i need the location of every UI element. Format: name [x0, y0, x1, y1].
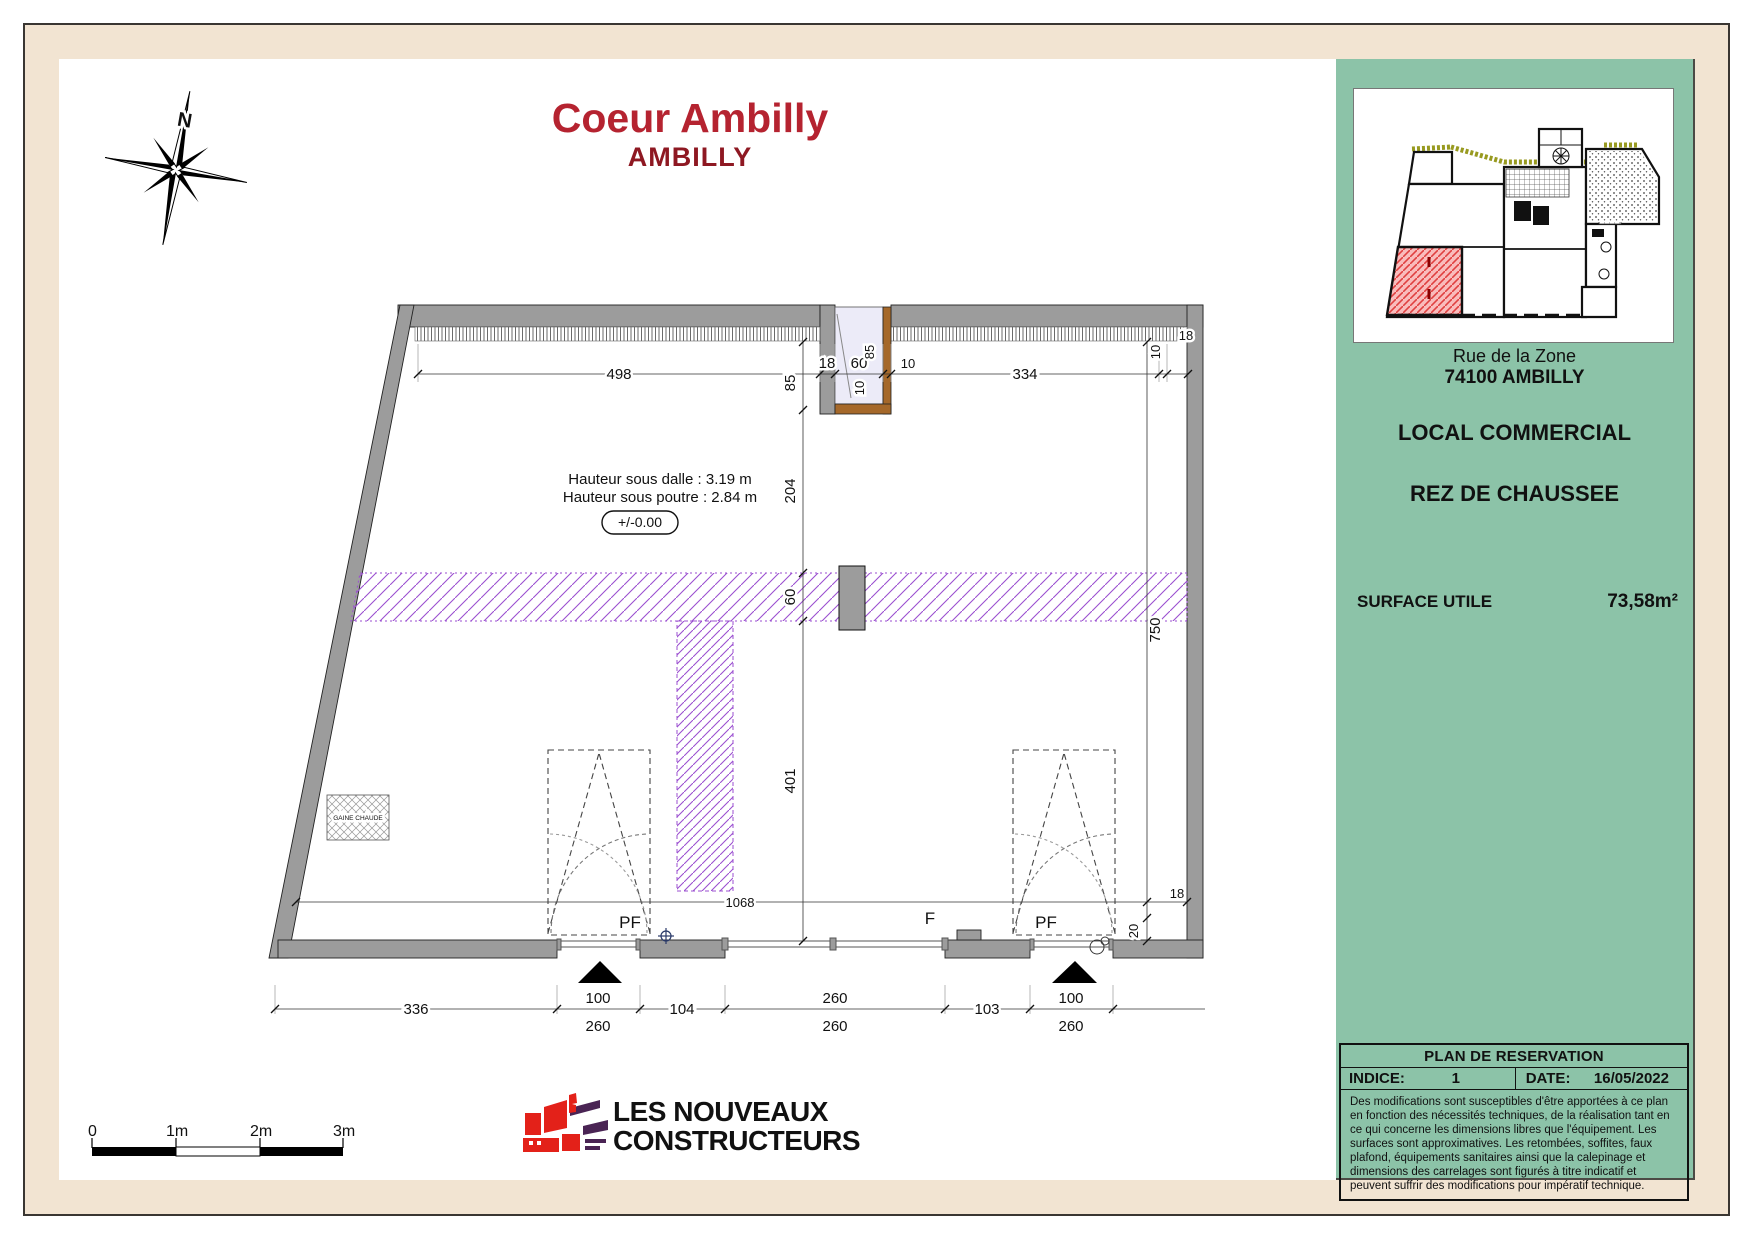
decking-hatch — [1506, 169, 1569, 197]
gaine-chaude-box — [327, 795, 389, 840]
level-label: +/-0.00 — [618, 514, 662, 530]
svg-text:10: 10 — [852, 380, 867, 396]
project-title: Coeur Ambilly — [551, 95, 829, 141]
svg-text:10: 10 — [900, 356, 916, 371]
svg-text:100: 100 — [1058, 990, 1084, 1007]
surface-label: SURFACE UTILE — [1357, 592, 1493, 611]
wall-finish-hatch — [415, 327, 1187, 341]
svg-text:100: 100 — [585, 990, 611, 1007]
svg-text:60: 60 — [850, 355, 868, 372]
svg-text:103: 103 — [974, 1001, 1000, 1018]
svg-text:85: 85 — [862, 344, 877, 360]
logo-text-line1: LES NOUVEAUX — [613, 1096, 828, 1127]
svg-text:1m: 1m — [166, 1123, 189, 1140]
svg-text:0: 0 — [88, 1123, 97, 1140]
svg-text:2m: 2m — [250, 1123, 273, 1140]
floor-label: REZ DE CHAUSSEE — [1409, 481, 1620, 506]
gaine-chaude-label: GAINE CHAUDE — [333, 815, 383, 822]
project-city: AMBILLY — [627, 142, 753, 172]
svg-text:18: 18 — [1169, 886, 1185, 901]
compass-north-label: N — [175, 108, 194, 133]
date-label: DATE: — [1525, 1070, 1571, 1087]
svg-text:260: 260 — [585, 1018, 611, 1035]
dimension-lines — [271, 338, 1205, 1014]
scale-bar — [88, 1123, 355, 1156]
indice-label: INDICE: — [1349, 1070, 1405, 1087]
level-badge — [602, 511, 678, 534]
svg-text:334: 334 — [1012, 366, 1038, 383]
svg-text:498: 498 — [606, 366, 632, 383]
indice-value: 1 — [1451, 1070, 1460, 1087]
svg-text:260: 260 — [822, 990, 848, 1007]
key-plan-box — [1353, 88, 1674, 343]
surface-value: 73,58m² — [1607, 591, 1678, 612]
ceiling-height-line1: Hauteur sous dalle : 3.19 m — [568, 471, 752, 488]
dimension-labels — [403, 328, 1193, 1035]
entrance-arrow-left — [578, 961, 622, 983]
svg-text:336: 336 — [403, 1001, 429, 1018]
key-plan-drawing — [1354, 89, 1673, 342]
pf-right-label: PF — [1035, 913, 1057, 932]
address-street: Rue de la Zone — [1452, 346, 1577, 366]
svg-text:260: 260 — [822, 1018, 848, 1035]
title-block — [480, 95, 900, 173]
logo-buildings-icon — [523, 1093, 608, 1152]
window-f-label: F — [924, 909, 936, 928]
svg-text:3m: 3m — [333, 1123, 356, 1140]
svg-text:85: 85 — [782, 374, 799, 392]
indice-cell — [1341, 1068, 1516, 1089]
disclaimer-text: Des modifications sont susceptibles d'être apportées à ce plan en fonction des nécessités techniques, de la réalisation tant en ce qui concerne les dimensions libres que l'équipement. Les surfaces sont approximatives. Les retombées, soffites, faux plafond, équipements sanitaires ainsi que la calepinage et dimensions des carrelages sont figurés à titre indicatif et peuvent suffrir des modifications pour impératif technique. — [1350, 1096, 1670, 1193]
svg-text:60: 60 — [782, 588, 799, 606]
pf-zone-right — [1013, 750, 1115, 935]
unit-type-label: LOCAL COMMERCIAL — [1397, 420, 1632, 445]
table-header: PLAN DE RESERVATION — [1341, 1045, 1687, 1068]
compass-rose-icon — [92, 79, 261, 258]
address-city: 74100 AMBILLY — [1444, 367, 1585, 388]
ceiling-height-line2: Hauteur sous poutre : 2.84 m — [562, 489, 758, 506]
info-sidebar — [1336, 59, 1695, 1193]
svg-text:10: 10 — [1148, 344, 1163, 360]
svg-text:401: 401 — [782, 768, 799, 794]
soffit-band — [351, 573, 1187, 891]
svg-text:260: 260 — [1058, 1018, 1084, 1035]
svg-text:750: 750 — [1147, 617, 1164, 643]
column — [839, 566, 865, 630]
company-logo — [523, 1093, 860, 1156]
surface-row — [1357, 590, 1678, 614]
plan-walls — [269, 305, 1203, 958]
logo-text-line2: CONSTRUCTEURS — [613, 1125, 861, 1156]
terrace-stipple — [1588, 151, 1657, 222]
pf-zone-left — [548, 750, 650, 935]
pf-left-label: PF — [619, 913, 641, 932]
entrance-arrow-right — [1052, 961, 1097, 983]
svg-text:104: 104 — [669, 1001, 695, 1018]
svg-text:18: 18 — [1178, 328, 1194, 343]
svg-text:18: 18 — [818, 355, 836, 372]
svg-text:204: 204 — [782, 478, 799, 504]
date-cell — [1516, 1068, 1687, 1089]
svg-text:1068: 1068 — [725, 895, 755, 910]
svg-text:20: 20 — [1126, 923, 1141, 939]
table-row — [1341, 1068, 1687, 1090]
reservation-table — [1339, 1043, 1689, 1201]
highlighted-unit — [1387, 247, 1462, 315]
date-value: 16/05/2022 — [1593, 1070, 1669, 1087]
